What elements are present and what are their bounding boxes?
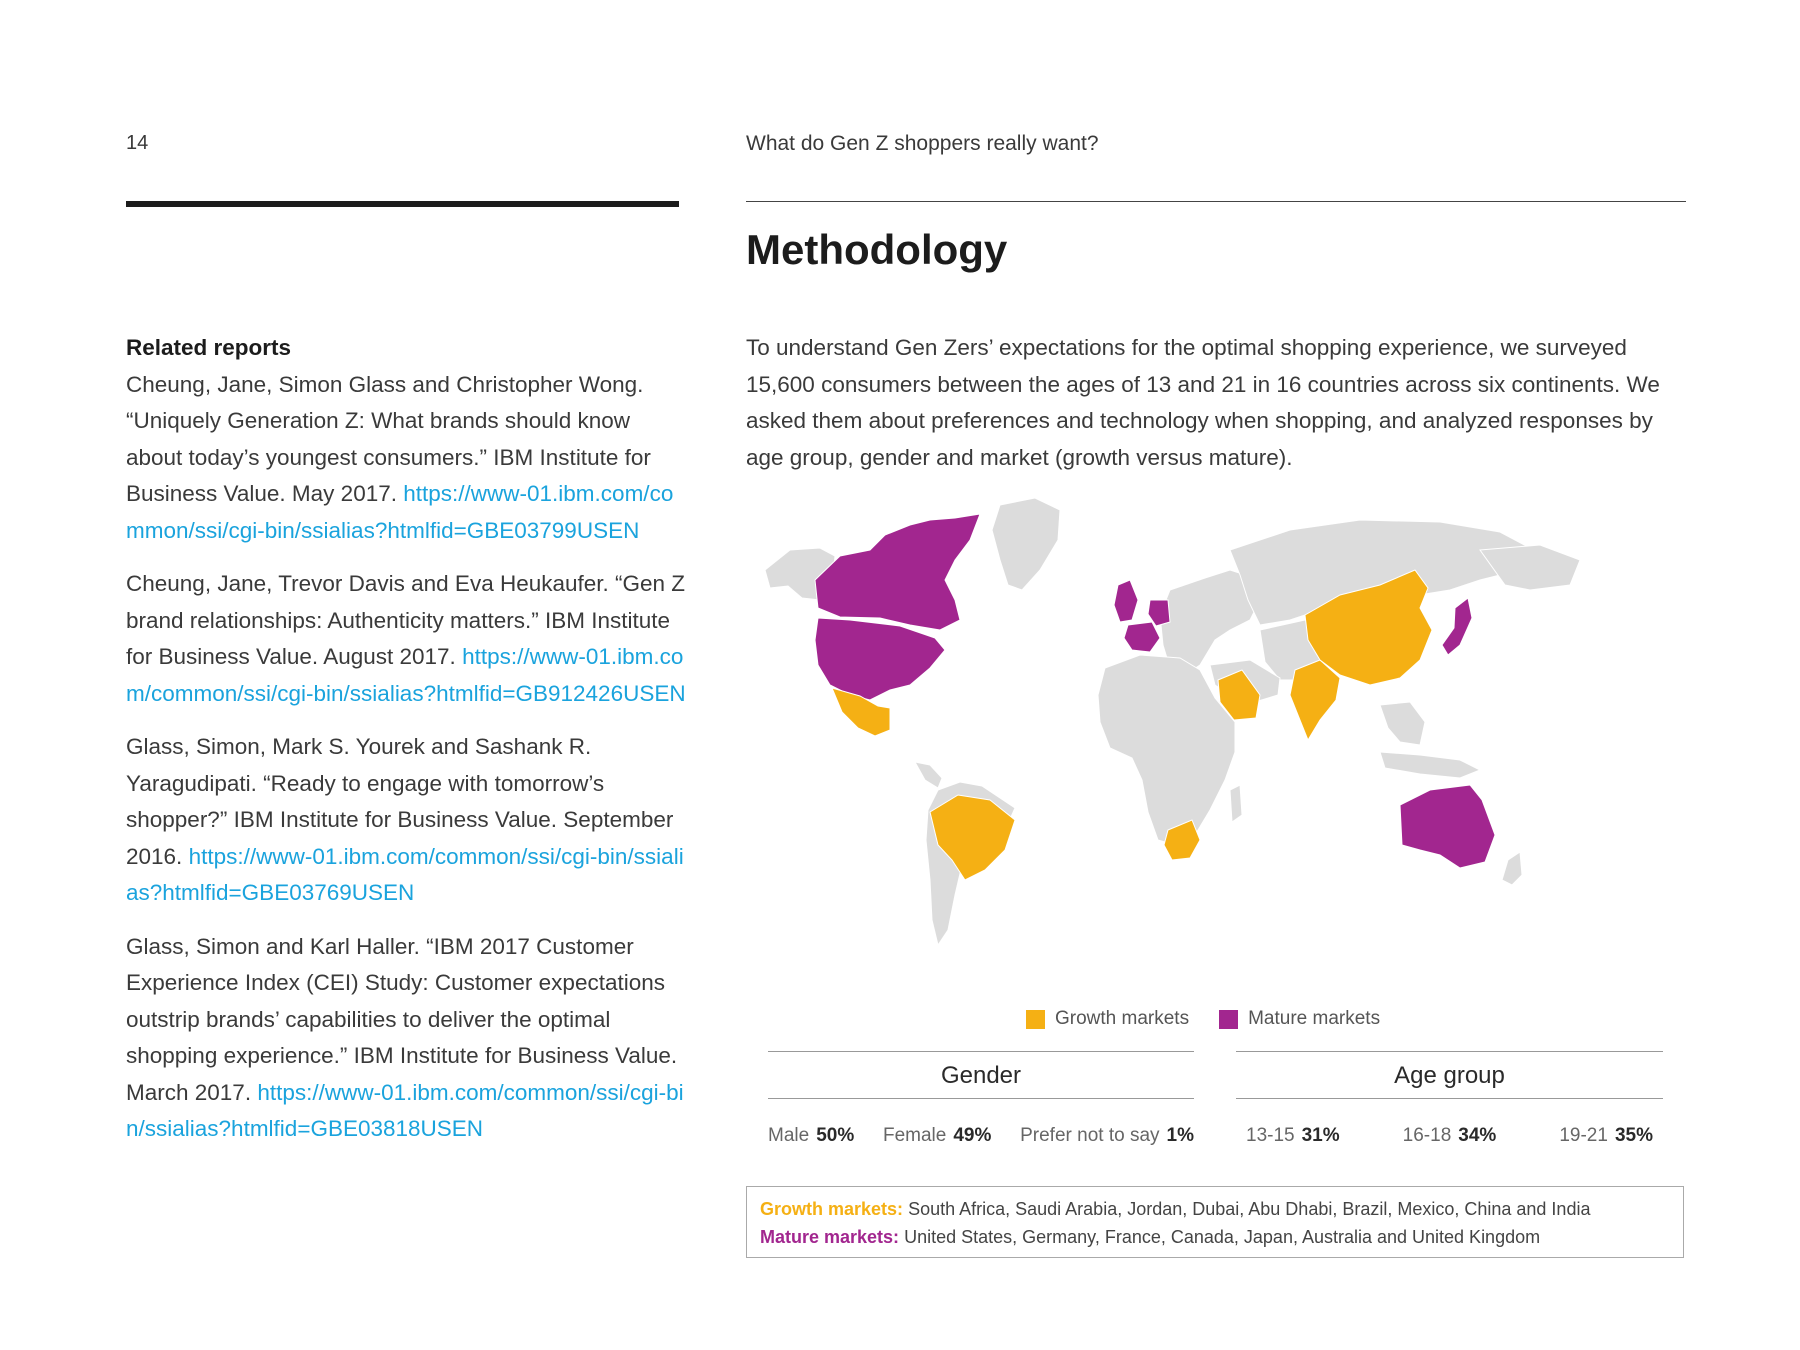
growth-markets-list: South Africa, Saudi Arabia, Jordan, Dubai, Abu Dhabi, Brazil, Mexico, China and India: [908, 1199, 1591, 1219]
reference-item: [126, 929, 686, 1148]
stat-label: 19-21: [1559, 1125, 1608, 1146]
usa-shape: [815, 618, 945, 700]
stat-item: [768, 1125, 854, 1147]
mature-markets-list: United States, Germany, France, Canada, Japan, Australia and United Kingdom: [904, 1227, 1541, 1247]
uk-shape: [1114, 580, 1138, 622]
australia-shape: [1400, 785, 1495, 868]
reference-item: [126, 566, 686, 712]
reference-link[interactable]: https://www-01.ibm.com/common/ssi/cgi-bin/ssialias?htmlfid=GBE03818USEN: [126, 1079, 684, 1141]
reference-text: Cheung, Jane, Simon Glass and Christopher Wong. “Uniquely Generation Z: What brands should know about today’s youngest consumers.” IBM Institute for Business Value. May 2017.: [126, 371, 651, 506]
stat-item: [1403, 1125, 1497, 1147]
growth-markets-line: [760, 1195, 1670, 1223]
madagascar-shape: [1230, 785, 1242, 822]
stat-item: [1246, 1125, 1340, 1147]
reference-item: [126, 729, 686, 912]
central-america-shape: [915, 762, 942, 788]
stat-value: 31%: [1301, 1125, 1340, 1146]
gender-bottom-rule: [768, 1098, 1194, 1099]
gender-stats: [768, 1051, 1194, 1147]
page-title: Methodology: [746, 226, 1008, 273]
reference-link[interactable]: https://www-01.ibm.com/common/ssi/cgi-bin/ssialias?htmlfid=GB912426USEN: [126, 644, 686, 706]
stat-label: Prefer not to say: [1020, 1125, 1160, 1146]
age-bottom-rule: [1236, 1098, 1663, 1099]
legend-mature: [1219, 1008, 1380, 1030]
greenland-shape: [992, 498, 1060, 590]
stat-label: 13-15: [1246, 1125, 1295, 1146]
left-divider: [126, 201, 679, 207]
methodology-intro: To understand Gen Zers’ expectations for the optimal shopping experience, we surveyed 15,600 consumers between the ages of 13 and 21 in 16 countries across six continents. We asked them about preferences and technology when shopping, and analyzed responses by age group, gender and market (growth versus mature).: [746, 335, 1660, 470]
reference-link[interactable]: https://www-01.ibm.com/common/ssi/cgi-bin/ssialias?htmlfid=GBE03769USEN: [126, 843, 684, 905]
markets-box: [746, 1186, 1684, 1258]
stat-label: Female: [882, 1125, 947, 1146]
growth-swatch: [1026, 1010, 1045, 1029]
reference-link[interactable]: https://www-01.ibm.com/common/ssi/cgi-bin/ssialias?htmlfid=GBE03799USEN: [126, 481, 674, 543]
mature-markets-label: Mature markets:: [760, 1227, 900, 1247]
stat-value: 50%: [816, 1125, 855, 1146]
reference-text: Cheung, Jane, Trevor Davis and Eva Heukaufer. “Gen Z brand relationships: Authenticity matters.” IBM Institute for Business Value. August 2017.: [126, 571, 686, 669]
stat-item: [1020, 1125, 1194, 1147]
stat-value: 34%: [1458, 1125, 1497, 1146]
stat-label: 16-18: [1402, 1125, 1452, 1146]
map-legend: [1026, 1008, 1380, 1030]
stat-label: Male: [768, 1125, 810, 1146]
japan-shape: [1442, 598, 1472, 655]
new-zealand-shape: [1502, 852, 1522, 885]
reference-text: Glass, Simon, Mark S. Yourek and Sashank R. Yaragudipati. “Ready to engage with tomorrow’s shopper?” IBM Institute for Business Value. September 2016.: [126, 734, 674, 869]
stat-value: 1%: [1166, 1125, 1194, 1146]
indonesia-shape: [1380, 752, 1480, 778]
stat-value: 35%: [1614, 1125, 1653, 1146]
legend-mature-label: Mature markets: [1248, 1008, 1381, 1029]
world-map-svg: [760, 490, 1660, 980]
stat-value: 49%: [953, 1125, 992, 1146]
age-stats: [1236, 1051, 1663, 1147]
age-title: Age group: [1394, 1062, 1505, 1089]
france-shape: [1124, 622, 1160, 652]
canada-shape: [815, 514, 980, 630]
stat-item: [1559, 1125, 1653, 1147]
southeast-asia-shape: [1380, 702, 1425, 745]
related-reports-heading: Related reports: [126, 335, 292, 360]
siberia-east-shape: [1480, 545, 1580, 590]
right-divider: [746, 201, 1686, 202]
growth-markets-label: Growth markets:: [760, 1199, 904, 1219]
gender-values: [768, 1125, 1194, 1147]
mature-markets-line: [760, 1223, 1670, 1251]
india-shape: [1290, 660, 1340, 740]
running-title: What do Gen Z shoppers really want?: [746, 132, 1099, 155]
legend-growth: [1026, 1008, 1189, 1030]
related-reports: [126, 330, 686, 1165]
mature-swatch: [1219, 1010, 1238, 1029]
gender-title: Gender: [940, 1062, 1022, 1089]
legend-growth-label: Growth markets: [1055, 1008, 1190, 1029]
reference-text: Glass, Simon and Karl Haller. “IBM 2017 Customer Experience Index (CEI) Study: Customer expectations outstrip brands’ capabilities to deliver the optimal shopping experience.” IBM Institute for Business Value. March 2017.: [126, 933, 678, 1105]
page-number: 14: [126, 132, 149, 154]
age-values: [1236, 1125, 1663, 1147]
reference-item: [126, 367, 686, 550]
world-map: [760, 490, 1660, 980]
stat-item: [883, 1125, 991, 1147]
